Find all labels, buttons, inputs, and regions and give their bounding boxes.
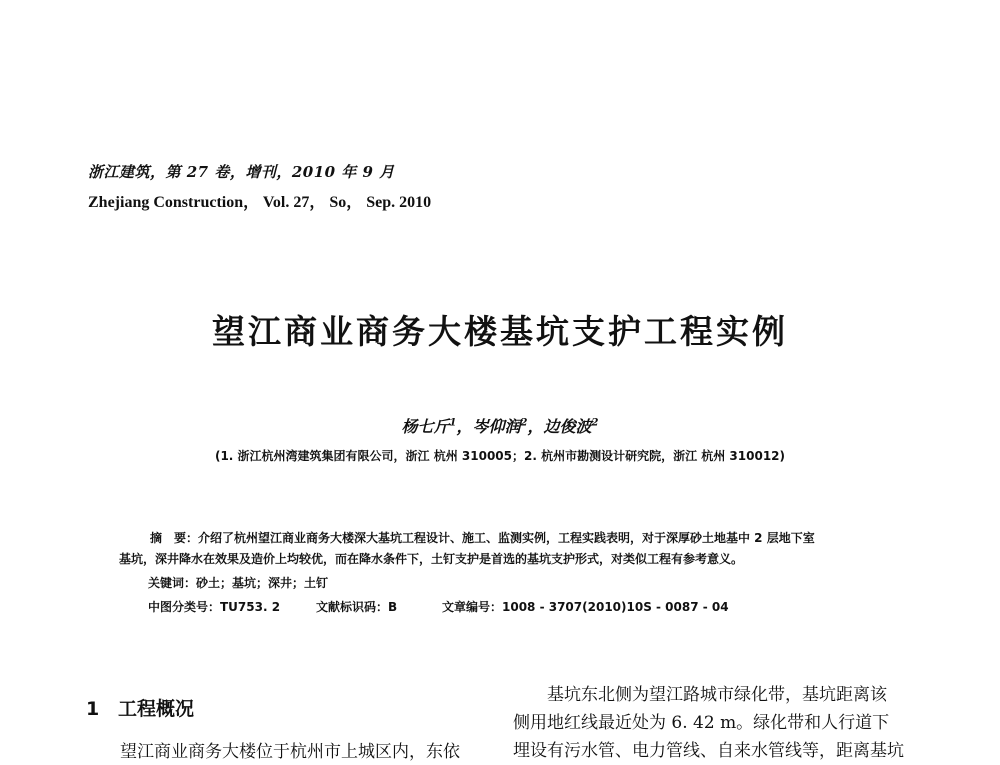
paper-title: 望江商业商务大楼基坑支护工程实例 xyxy=(212,312,788,351)
author-list xyxy=(0,414,1000,437)
article-number: 文章编号：1008 - 3707(2010)10S - 0087 - 04 xyxy=(442,600,729,614)
body-text-left: 望江商业商务大楼位于杭州市上城区内，东依 xyxy=(120,742,460,762)
author-separator: ， xyxy=(456,417,473,436)
author-affiliation-mark: 1 xyxy=(449,417,457,429)
author-name: 杨七斤 xyxy=(401,417,450,436)
author-separator: ， xyxy=(527,417,544,436)
author-name: 边俊波 xyxy=(543,417,592,436)
abstract-line: 摘 要：介绍了杭州望江商业商务大楼深大基坑工程设计、施工、监测实例，工程实践表明，对于深厚砂土地基中 2 层地下室 xyxy=(150,531,815,545)
classification-row xyxy=(148,598,729,615)
journal-citation-en: Zhejiang Construction， Vol. 27， So， Sep. 2010 xyxy=(88,194,432,211)
author-name: 岑仰润 xyxy=(472,417,521,436)
body-line: 侧用地红线最近处为 6. 42 m。绿化带和人行道下 xyxy=(513,713,890,733)
author-affiliations: (1. 浙江杭州湾建筑集团有限公司，浙江 杭州 310005；2. 杭州市勘测设计研究院，浙江 杭州 310012) xyxy=(214,449,786,463)
author-affiliation-mark: 2 xyxy=(591,417,599,429)
abstract xyxy=(120,528,890,570)
body-text-right xyxy=(513,681,913,765)
section-heading xyxy=(86,694,194,721)
section-title: 工程概况 xyxy=(118,698,195,720)
author-affiliation-mark: 2 xyxy=(520,417,528,429)
abstract-line: 基坑，深井降水在效果及造价上均较优，而在降水条件下，土钉支护是首选的基坑支护形式，对类似工程有参考意义。 xyxy=(119,552,744,566)
body-line: 基坑东北侧为望江路城市绿化带，基坑距离该 xyxy=(547,685,887,705)
keywords: 关键词：砂土；基坑；深井；土钉 xyxy=(148,576,329,590)
document-code: 文献标识码：B xyxy=(316,600,398,614)
journal-citation-cn: 浙江建筑，第 27 卷，增刊，2010 年 9 月 xyxy=(88,163,395,181)
body-line: 埋设有污水管、电力管线、自来水管线等，距离基坑 xyxy=(513,741,904,761)
section-number: 1 xyxy=(86,698,100,720)
clc-number: 中图分类号：TU753. 2 xyxy=(148,600,281,614)
